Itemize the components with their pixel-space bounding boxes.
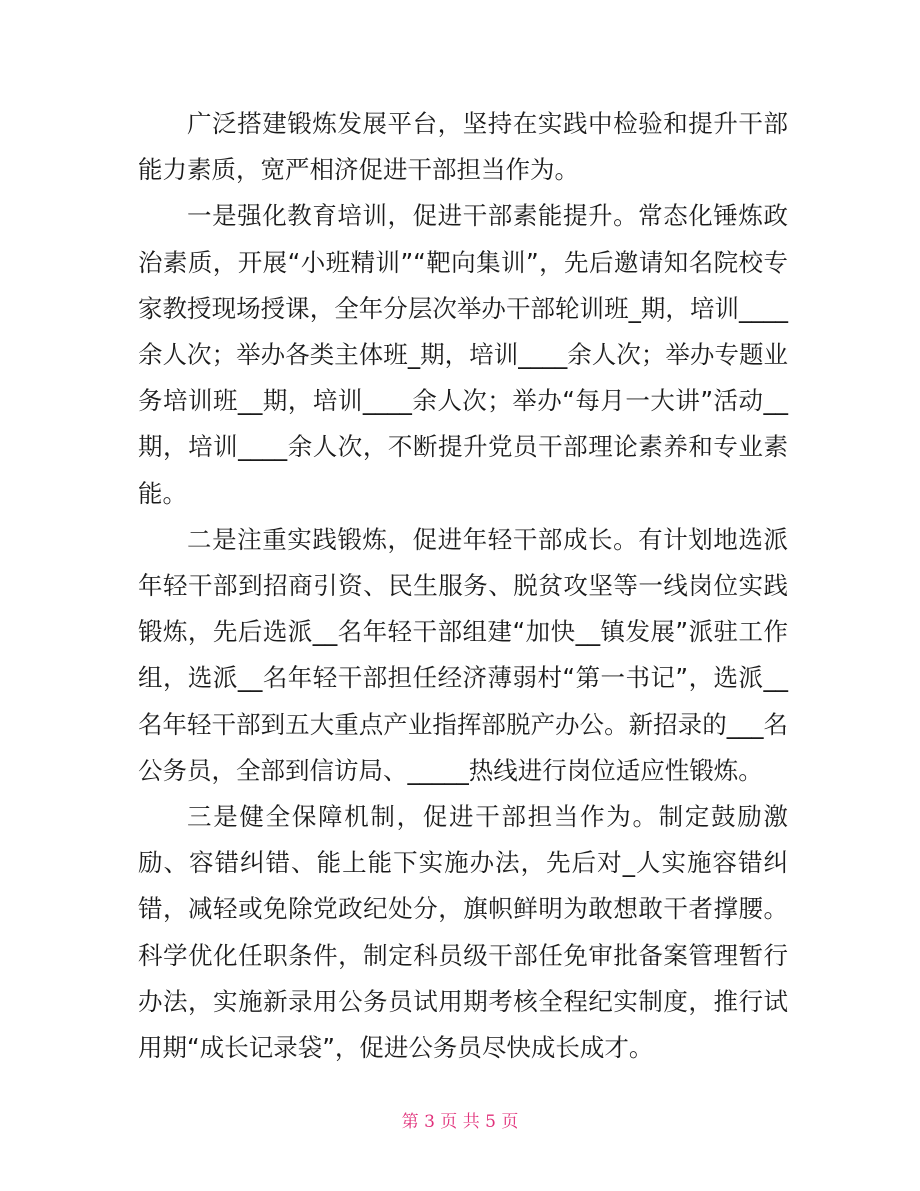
paragraph-practice: 二是注重实践锻炼，促进年轻干部成长。有计划地选派年轻干部到招商引资、民生服务、脱贫攻坚等一线岗位实践锻炼，先后选派__名年轻干部组建“加快__镇发展”派驻工作组，选派__名年轻干部担任经济薄弱村“第一书记”，选派__名年轻干部到五大重点产业指挥部脱产办公。新招录的___名公务员，全部到信访局、_____热线进行岗位适应性锻炼。 [138, 524, 788, 785]
page-number-footer: 第 3 页 共 5 页 [401, 1112, 519, 1132]
document-body [138, 101, 788, 1071]
paragraph-intro: 广泛搭建锻炼发展平台，坚持在实践中检验和提升干部能力素质，宽严相济促进干部担当作为。 [138, 109, 788, 185]
paragraph-training: 一是强化教育培训，促进干部素能提升。常态化锤炼政治素质，开展“小班精训”“靶向集训”，先后邀请知名院校专家教授现场授课，全年分层次举办干部轮训班_期，培训____余人次；举办各类主体班_期，培训____余人次；举办专题业务培训班__期，培训____余人次；举办“每月一大讲”活动__期，培训____余人次，不断提升党员干部理论素养和专业素能。 [138, 201, 788, 508]
paragraph-mechanism: 三是健全保障机制，促进干部担当作为。制定鼓励激励、容错纠错、能上能下实施办法，先后对_人实施容错纠错，减轻或免除党政纪处分，旗帜鲜明为敢想敢干者撑腰。科学优化任职条件，制定科员级干部任免审批备案管理暂行办法，实施新录用公务员试用期考核全程纪实制度，推行试用期“成长记录袋”，促进公务员尽快成长成才。 [138, 802, 788, 1063]
